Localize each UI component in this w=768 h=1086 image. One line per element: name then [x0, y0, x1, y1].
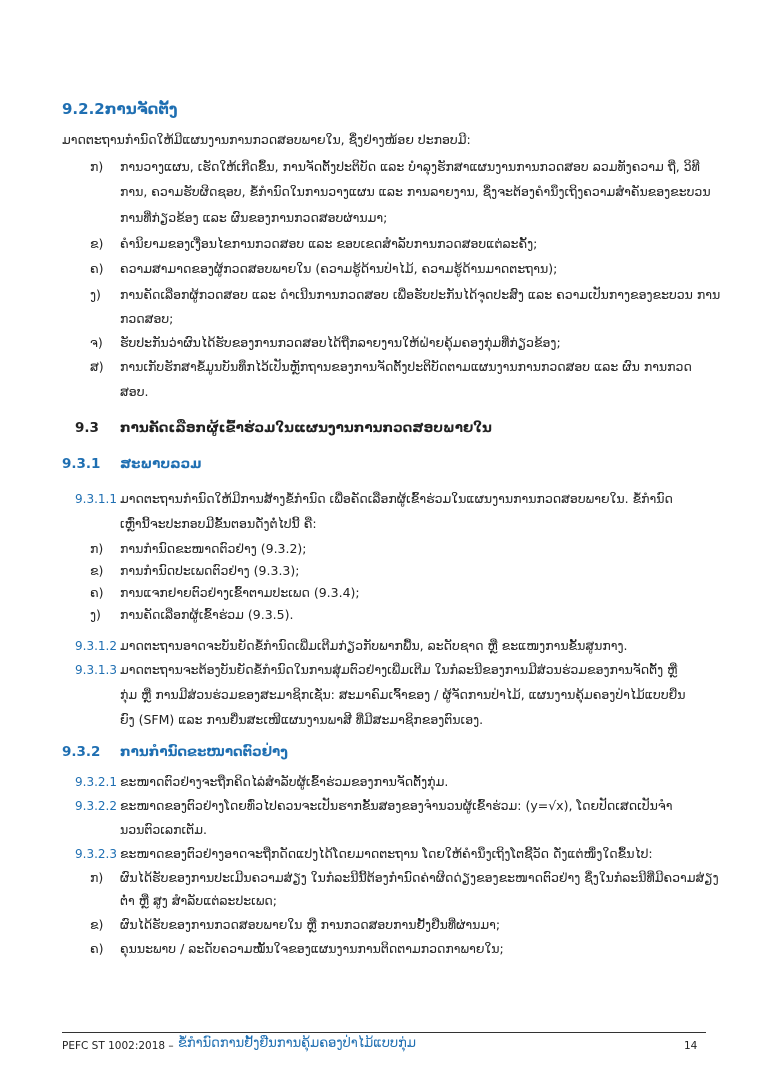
- list-item-line: ການກໍານົດປະເພດຕົວຢ່າງ (9.3.3);: [120, 563, 300, 578]
- page-number: 14: [684, 1040, 698, 1052]
- clause-line: ຍົງ (SFM) ແລະ ການຍື່ນສະເໜີແຜນງານພາສີ ທີ່ມີສະມາຊິກຂອງຕົນເອງ.: [120, 712, 484, 727]
- clause-number: 9.3.2.3: [75, 847, 117, 861]
- list-item-line: ຄຸນນະພາບ / ລະດັບຄວາມໝັ້ນໃຈຂອງແຜນງານການຕິດຕາມກວດກາພາຍໃນ;: [120, 941, 504, 956]
- clause-line: ມາດຕະຖານອາດຈະບັນຍັດຂໍ້ກໍານົດເພີ່ມເຕີມກ່ຽວກັບພາກພື້ນ, ລະດັບຊາດ ຫຼື ຂະແໜງການຂັ້ນສູນກາງ.: [120, 638, 628, 653]
- list-item-line: ຕໍ່າ ຫຼື ສູງ ສໍາລັບແຕ່ລະປະເພດ;: [120, 893, 278, 908]
- list-item-label: ຄ): [90, 941, 104, 956]
- list-item-line: ຮັບປະກັນວ່າຜົນໄດ້ຮັບຂອງການກວດສອບໄດ້ຖືກລາຍງານໃຫ້ຝ່າຍຄຸ້ມຄອງກຸ່ມທີ່ກ່ຽວຂ້ອງ;: [120, 335, 561, 350]
- list-item-label: ຂ): [90, 236, 104, 251]
- list-item-line: ການທີ່ກ່ຽວຂ້ອງ ແລະ ຜົນຂອງການກວດສອບຜ່ານມາ;: [120, 210, 388, 225]
- clause-line: ຂະໜາດຂອງຕົວຢ່າງອາດຈະຖືກດັດແປງໄດ້ໂດຍມາດຕະຖານ ໂດຍໃຫ້ຄໍານຶງເຖິງໂຕຊີ້ວັດ ດັ່ງແຕ່ໜຶ່ງໃດຂຶ້ນໄປ:: [120, 846, 653, 861]
- subsection-number-9-3-2: 9.3.2: [62, 744, 101, 760]
- list-item-line: ສອບ.: [120, 384, 149, 399]
- subsection-title-9-3-2: ການກໍານົດຂະໜາດຕົວຢ່າງ: [120, 744, 288, 760]
- list-item-label: ສ): [90, 359, 104, 374]
- footer-title: ຂໍ້ກໍານົດການຢັ້ງຢືນການຄຸ້ມຄອງປ່າໄມ້ແບບກຸ່ມ: [178, 1036, 416, 1051]
- footer-divider: [62, 1032, 706, 1033]
- list-item-line: ຄໍານິຍາມຂອງເງື່ອນໄຂການກວດສອບ ແລະ ຂອບເຂດສໍາລັບການກວດສອບແຕ່ລະຄັ້ງ;: [120, 236, 538, 251]
- clause-number: 9.3.1.1: [75, 492, 117, 506]
- clause-line: ກຸ່ມ ຫຼື ການມີສ່ວນຮ່ວມຂອງສະມາຊິກເຊັ່ນ: ສະມາຄົມເຈົ້າຂອງ / ຜູ້ຈັດການປ່າໄມ້, ແຜນງານຄຸ້ມຄອງປ່າໄມ້ແບບຍືນ: [120, 687, 686, 702]
- subsection-number-9-3-1: 9.3.1: [62, 456, 101, 472]
- list-item-label: ງ): [90, 287, 101, 302]
- clause-line: ຂະໜາດຂອງຕົວຢ່າງໂດຍທົ່ວໄປຄວນຈະເປັນຮາກຂັ້ນສອງຂອງຈໍານວນຜູ້ເຂົ້າຮ່ວມ: (y=√x), ໂດຍປັດເສດເປັນຈໍາ: [120, 798, 673, 813]
- clause-number: 9.3.2.1: [75, 775, 117, 789]
- list-item-line: ຄວາມສາມາດຂອງຜູ້ກວດສອບພາຍໃນ (ຄວາມຮູ້ດ້ານປ່າໄມ້, ຄວາມຮູ້ດ້ານມາດຕະຖານ);: [120, 261, 558, 276]
- list-item-label: ຄ): [90, 585, 104, 600]
- section-number-9-3: 9.3: [75, 420, 99, 436]
- list-item-line: ການວາງແຜນ, ເຮັດໃຫ້ເກີດຂຶ້ນ, ການຈັດຕັ້ງປະຕິບັດ ແລະ ບໍາລຸງຮັກສາແຜນງານການກວດສອບ ລວມທັງຄວາມ ຖີ່, ວິທີ: [120, 159, 700, 174]
- list-item-label: ຈ): [90, 335, 103, 350]
- list-item-label: ກ): [90, 541, 104, 556]
- list-item-line: ຜົນໄດ້ຮັບຂອງການກວດສອບພາຍໃນ ຫຼື ການກວດສອບການຢັ້ງຢືນທີ່ຜ່ານມາ;: [120, 917, 501, 932]
- list-item-line: ການແຈກຢາຍຕົວຢ່າງເຂົ້າຕາມປະເພດ (9.3.4);: [120, 585, 360, 600]
- list-item-line: ການຄັດເລືອກຜູ້ເຂົ້າຮ່ວມ (9.3.5).: [120, 607, 294, 622]
- list-item-label: ງ): [90, 607, 101, 622]
- clause-line: ມາດຕະຖານກໍານົດໃຫ້ມີການສ້າງຂໍ້ກໍານົດ ເພື່ອຄັດເລືອກຜູ້ເຂົ້າຮ່ວມໃນແຜນງານການກວດສອບພາຍໃນ. ຂໍ້ກໍານົດ: [120, 491, 673, 506]
- clause-line: ນວນຕົວເລກເຕັມ.: [120, 822, 207, 837]
- list-item-label: ກ): [90, 870, 104, 885]
- list-item-label: ຂ): [90, 563, 104, 578]
- footer-code: PEFC ST 1002:2018 –: [62, 1040, 174, 1052]
- intro-paragraph: ມາດຕະຖານກໍານົດໃຫ້ມີແຜນງານການກວດສອບພາຍໃນ, ຊຶ່ງຢ່າງໜ້ອຍ ປະກອບມີ:: [62, 132, 471, 147]
- list-item-label: ຂ): [90, 917, 104, 932]
- list-item-line: ການຄັດເລືອກຜູ້ກວດສອບ ແລະ ດໍາເນີນການກວດສອບ ເພື່ອຮັບປະກັນໄດ້ຈຸດປະສົງ ແລະ ຄວາມເປັນກາງຂອງຂະບວນ ການ: [120, 287, 721, 302]
- heading-9-2-2: 9.2.2ການຈັດຕັ້ງ: [62, 100, 178, 118]
- clause-line: ມາດຕະຖານຈະຕ້ອງບັນຍັດຂໍ້ກໍານົດໃນການສຸ່ມຕົວຢ່າງເພີ່ມເຕີມ ໃນກໍລະນີຂອງການມີສ່ວນຮ່ວມຂອງການຈັດຕັ້ງ ຫຼື: [120, 662, 678, 677]
- list-item-label: ກ): [90, 159, 104, 174]
- subsection-title-9-3-1: ສະພາບລວມ: [120, 456, 202, 472]
- list-item-line: ການກໍານົດຂະໜາດຕົວຢ່າງ (9.3.2);: [120, 541, 307, 556]
- list-item-line: ຜົນໄດ້ຮັບຂອງການປະເມີນຄວາມສ່ຽງ ໃນກໍລະນີນີ້ຕ້ອງກໍານົດຄ່າຜິດດ່ຽງຂອງຂະໜາດຕົວຢ່າງ ຊຶ່ງໃນກໍລະນີທີ່ມີຄວາມສ່ຽງ: [120, 870, 719, 885]
- clause-line: ຂະໜາດຕົວຢ່າງຈະຖືກຄິດໄລ່ສໍາລັບຜູ້ເຂົ້າຮ່ວມຂອງການຈັດຕັ້ງກຸ່ມ.: [120, 774, 449, 789]
- list-item-line: ການເກັບຮັກສາຂໍ້ມູນບັນທຶກໄວ້ເປັນຫຼັກຖານຂອງການຈັດຕັ້ງປະຕິບັດຕາມແຜນງານການກວດສອບ ແລະ ຜົນ ການກວດ: [120, 359, 692, 374]
- section-title-9-3: ການຄັດເລືອກຜູ້ເຂົ້າຮ່ວມໃນແຜນງານການກວດສອບພາຍໃນ: [120, 420, 492, 436]
- clause-number: 9.3.1.2: [75, 639, 117, 653]
- clause-number: 9.3.1.3: [75, 663, 117, 677]
- list-item-line: ການ, ຄວາມຮັບຜິດຊອບ, ຂໍ້ກໍານົດໃນການວາງແຜນ ແລະ ການລາຍງານ, ຊຶ່ງຈະຕ້ອງຄໍານຶງເຖິງຄວາມສໍາຄັນຂອງຂະບວນ: [120, 184, 711, 199]
- list-item-label: ຄ): [90, 261, 104, 276]
- clause-line: ເຫຼົ່ານີ້ຈະປະກອບມີຂັ້ນຕອນດັ່ງຕໍ່ໄປນີ້ ຄື:: [120, 516, 317, 531]
- list-item-line: ກວດສອບ;: [120, 311, 174, 326]
- clause-number: 9.3.2.2: [75, 799, 117, 813]
